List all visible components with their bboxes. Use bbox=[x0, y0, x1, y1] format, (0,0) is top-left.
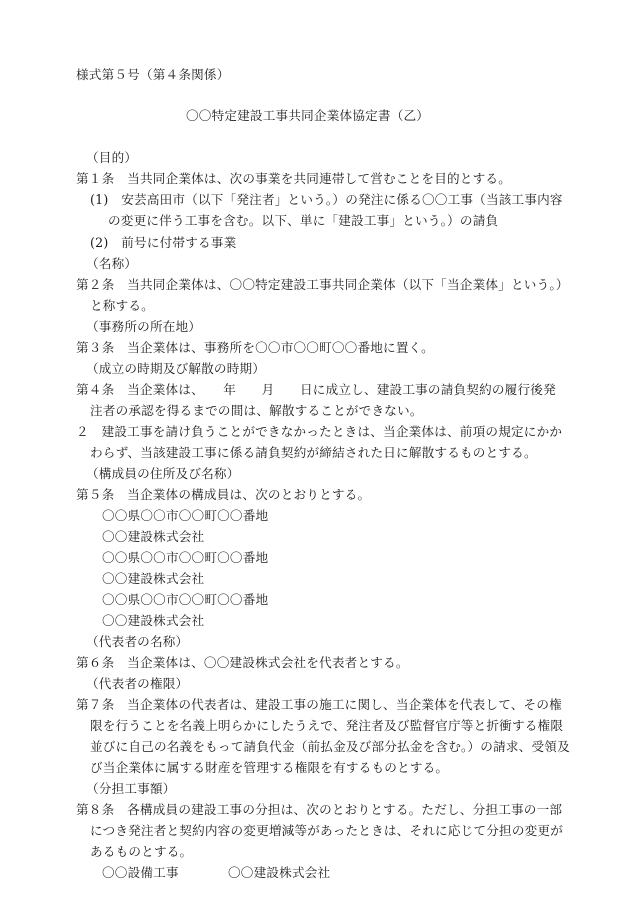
article-1-line-1: 第１条 当共同企業体は、次の事業を共同連帯して営むことを目的とする。 bbox=[76, 171, 511, 186]
article-7-heading: （代表者の権限） bbox=[86, 676, 189, 691]
article-4-para-2-line-2: わらず、当該建設工事に係る請負契約が締結された日に解散するものとする。 bbox=[90, 445, 537, 460]
article-1-item-1-line-2: の変更に伴う工事を含む。以下、単に「建設工事」という。）の請負 bbox=[108, 213, 499, 228]
member-name: 〇〇建設株式会社 bbox=[102, 613, 205, 628]
share-company: 〇〇建設株式会社 bbox=[228, 865, 331, 880]
article-7-line-3: 並びに自己の名義をもって請負代金（前払金及び部分払金を含む。）の請求、受領及 bbox=[90, 739, 570, 754]
article-1-item-1-line-1: (1) 安芸高田市（以下「発注者」という。）の発注に係る〇〇工事（当該工事内容 bbox=[90, 192, 563, 207]
article-2-line-2: と称する。 bbox=[90, 298, 154, 313]
article-3-line-1: 第３条 当企業体は、事務所を〇〇市〇〇町〇〇番地に置く。 bbox=[76, 340, 434, 355]
article-1-heading: （目的） bbox=[86, 150, 138, 165]
article-4-heading: （成立の時期及び解散の時期） bbox=[86, 361, 266, 376]
article-4-para-2-line-1: ２ 建設工事を請け負うことができなかったときは、当企業体は、前項の規定にかか bbox=[76, 424, 563, 439]
share-work-type: 〇〇設備工事 bbox=[102, 865, 179, 880]
article-6-line-1: 第６条 当企業体は、〇〇建設株式会社を代表者とする。 bbox=[76, 655, 409, 670]
article-7-line-1: 第７条 当企業体の代表者は、建設工事の施工に関し、当企業体を代表して、その権 bbox=[76, 697, 562, 712]
article-5-heading: （構成員の住所及び名称） bbox=[86, 466, 240, 481]
article-4-line-1: 第４条 当企業体は、 年 月 日に成立し、建設工事の請負契約の履行後発 bbox=[76, 382, 556, 397]
article-3-heading: （事務所の所在地） bbox=[86, 319, 202, 334]
article-2-line-1: 第２条 当共同企業体は、〇〇特定建設工事共同企業体（以下「当企業体」という。） bbox=[76, 277, 569, 292]
member-address: 〇〇県〇〇市〇〇町〇〇番地 bbox=[102, 508, 269, 523]
article-8-heading: （分担工事額） bbox=[86, 781, 176, 796]
document-title: 〇〇特定建設工事共同企業体協定書（乙） bbox=[186, 108, 430, 123]
member-address: 〇〇県〇〇市〇〇町〇〇番地 bbox=[102, 550, 269, 565]
article-8-line-2: につき発注者と契約内容の変更増減等があったときは、それに応じて分担の変更が bbox=[90, 823, 563, 838]
article-7-line-2: 限を行うことを名義上明らかにしたうえで、発注者及び監督官庁等と折衝する権限 bbox=[90, 718, 564, 733]
article-2-heading: （名称） bbox=[86, 256, 138, 271]
article-4-line-2: 注者の承認を得るまでの間は、解散することができない。 bbox=[90, 403, 423, 418]
member-name: 〇〇建設株式会社 bbox=[102, 571, 205, 586]
article-5-line-1: 第５条 当企業体の構成員は、次のとおりとする。 bbox=[76, 487, 371, 502]
article-7-line-4: び当企業体に属する財産を管理する権限を有するものとする。 bbox=[90, 760, 449, 775]
article-8-line-3: あるものとする。 bbox=[90, 844, 193, 859]
article-8-line-1: 第８条 各構成員の建設工事の分担は、次のとおりとする。ただし、分担工事の一部 bbox=[76, 802, 563, 817]
article-6-heading: （代表者の名称） bbox=[86, 634, 189, 649]
article-1-item-2: (2) 前号に付帯する事業 bbox=[90, 235, 237, 250]
member-address: 〇〇県〇〇市〇〇町〇〇番地 bbox=[102, 592, 269, 607]
form-label: 様式第５号（第４条関係） bbox=[76, 67, 230, 82]
member-name: 〇〇建設株式会社 bbox=[102, 529, 205, 544]
